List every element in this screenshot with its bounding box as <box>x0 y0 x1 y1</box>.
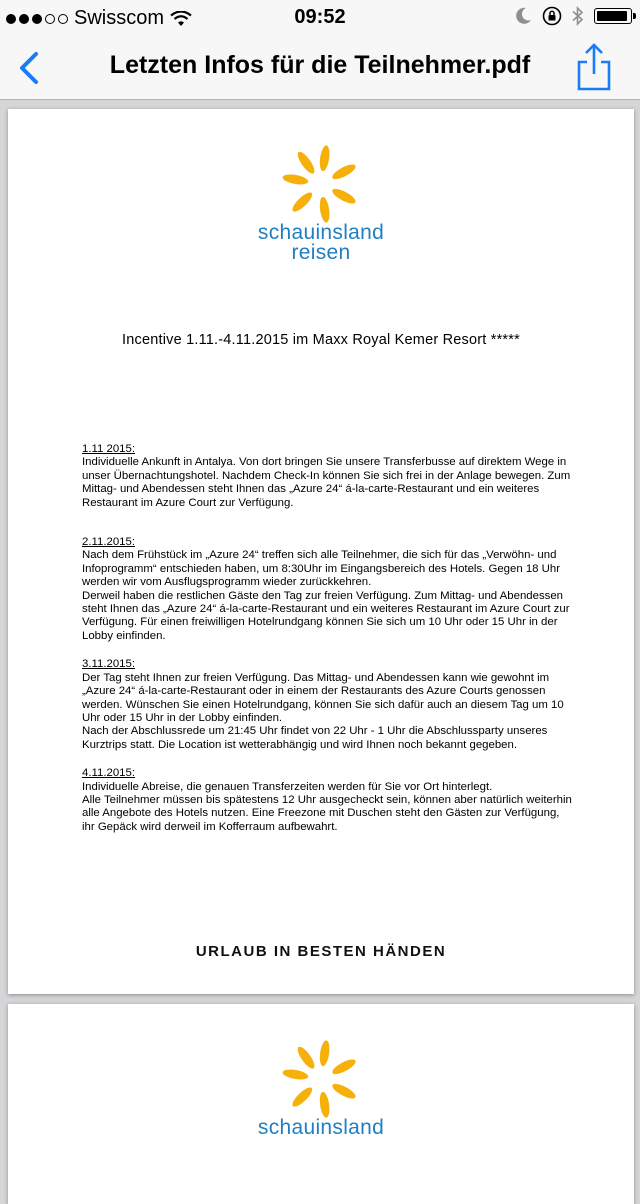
orientation-lock-icon <box>542 6 562 26</box>
day-date: 2.11.2015: <box>82 536 135 549</box>
pdf-page-1 <box>8 109 634 994</box>
do-not-disturb-icon <box>516 7 532 25</box>
pdf-page-2 <box>8 1004 634 1204</box>
itinerary-day <box>82 443 572 510</box>
bluetooth-icon <box>572 6 584 26</box>
page-title: Incentive 1.11.-4.11.2015 im Maxx Royal Kemer Resort ***** <box>122 332 520 348</box>
itinerary <box>82 443 572 849</box>
day-text: Nach dem Frühstück im „Azure 24“ treffen sich alle Teilnehmer, die sich für das „Verwöhn- und Infoprogramm“ entschieden haben, um 8:30Uhr im Eingangsbereich des Hotels. Gegen 18 Uhr werden wir vom Ausflugsprogramm wieder zurückkehren. <box>82 549 561 589</box>
sun-star-logo-icon <box>279 145 363 223</box>
status-time: 09:52 <box>294 6 346 28</box>
day-date: 1.11 2015: <box>82 443 135 455</box>
day-text: Individuelle Ankunft in Antalya. Von dort bringen Sie unsere Transferbusse auf direktem Wege in unser Übernachtungshotel. Nachdem Check-In können Sie sich frei in der Anlage bewegen. Zum Mittag- und Abendessen steht Ihnen das „Azure 24“ á-la-carte-Restaurant und ein weiteres Restaurant im Azure Court zur Verfügung. <box>82 456 571 509</box>
day-text: Nach der Abschlussrede um 21:45 Uhr findet von 22 Uhr - 1 Uhr die Abschlussparty unseres Kurztrips statt. Die Location ist wetterabhängig und wird Ihnen noch bekannt gegeben. <box>82 725 548 751</box>
navigation-bar <box>0 38 640 100</box>
footer-slogan: URLAUB IN BESTEN HÄNDEN <box>195 943 447 960</box>
itinerary-day <box>82 658 572 752</box>
carrier-name: Swisscom <box>74 7 165 29</box>
sun-star-logo-icon <box>279 1040 363 1118</box>
battery-level <box>597 11 627 21</box>
status-bar <box>0 0 640 38</box>
logo-text-line1: schauinsland <box>257 1116 385 1139</box>
status-right <box>516 6 632 26</box>
logo-text-line1: schauinsland <box>257 221 385 244</box>
share-icon[interactable] <box>576 42 612 92</box>
day-date: 3.11.2015: <box>82 658 135 671</box>
chevron-left-icon[interactable] <box>14 50 46 86</box>
day-text: Derweil haben die restlichen Gäste den Tag zur freien Verfügung. Zum Mittag- und Abendessen steht Ihnen das „Azure 24“ á-la-carte-Restaurant und ein weiteres Restaurant im Azure Court zur Verfügung. Für einen freiwilligen Hotelrundgang können Sie sich um 10 Uhr oder 15 Uhr in der Lobby einfinden. <box>82 589 570 642</box>
day-text: Alle Teilnehmer müssen bis spätestens 12 Uhr ausgecheckt sein, können aber natürlich weiterhin alle Angebote des Hotels nutzen. Eine Freezone mit Duschen steht den Gästen zur Verfügung, ihr Gepäck wird derweil im Kofferraum aufbewahrt. <box>82 793 572 833</box>
itinerary-day <box>82 767 572 834</box>
battery-icon <box>594 8 632 24</box>
day-text: Individuelle Abreise, die genauen Transferzeiten werden für Sie vor Ort hinterlegt. <box>82 780 493 793</box>
day-date: 4.11.2015: <box>82 767 135 780</box>
company-logo <box>256 1040 386 1138</box>
day-text: Der Tag steht Ihnen zur freien Verfügung. Das Mittag- und Abendessen kann wie gewohnt im „Azure 24“ á-la-carte-Restaurant oder in einem der Restaurants des Azure Courts genossen werden. Wünschen Sie einen Hotelrundgang, können Sie sich dafür auch an diesem Tag um 10 Uhr oder 15 Uhr in der Lobby einfinden. <box>82 671 564 724</box>
company-logo <box>256 145 386 263</box>
logo-text-line2: reisen <box>291 241 351 264</box>
document-title: Letzten Infos für die Teilnehmer.pdf <box>109 51 531 79</box>
itinerary-day <box>82 536 572 643</box>
